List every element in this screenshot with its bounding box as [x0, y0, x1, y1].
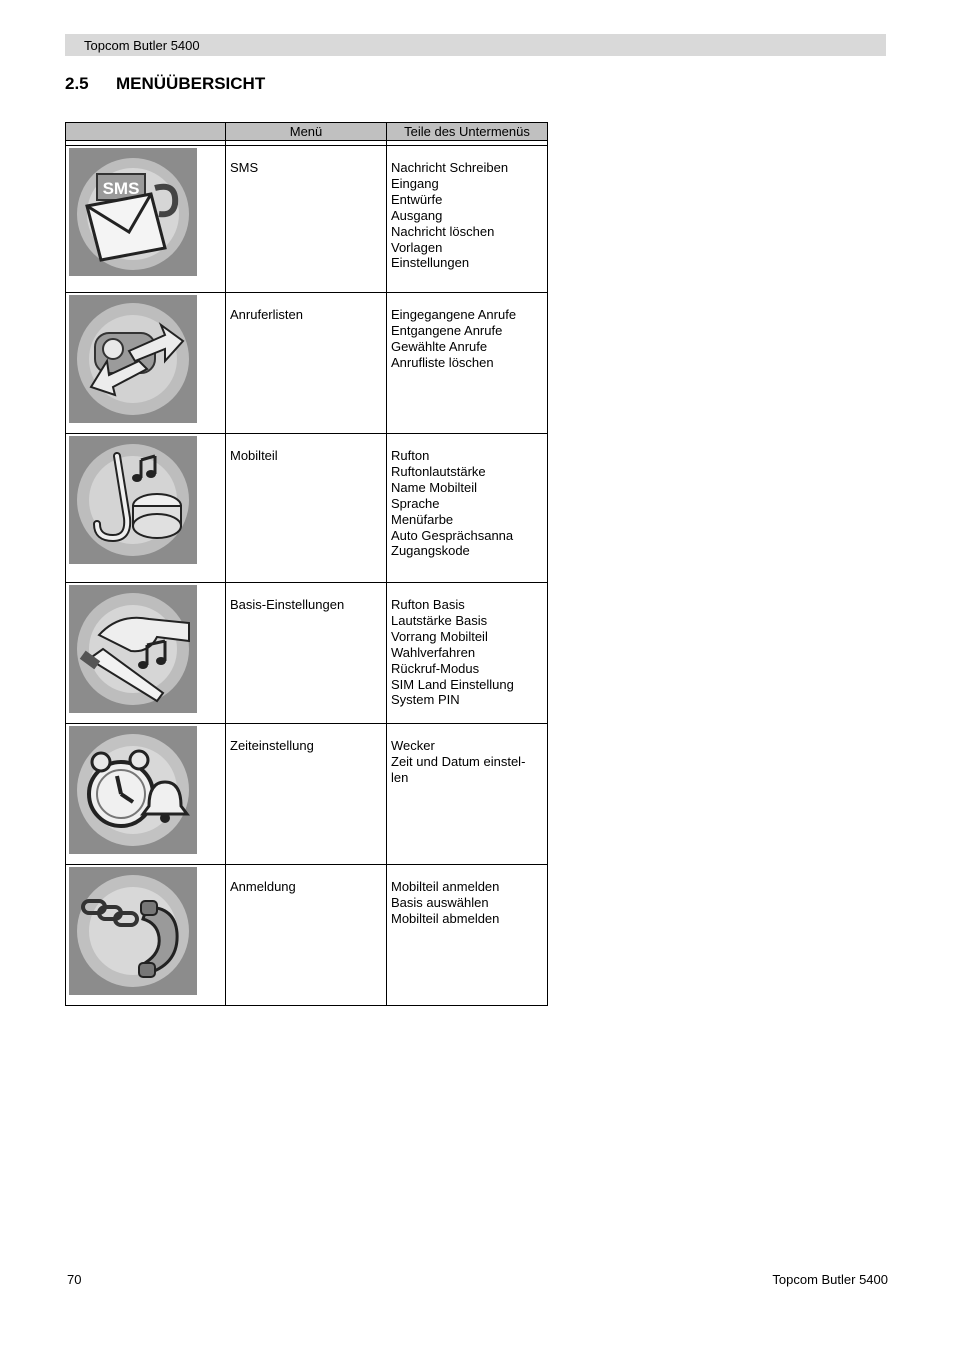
submenu-item: Wahlverfahren	[391, 644, 476, 660]
page-number: 70	[67, 1272, 82, 1287]
submenu-item: Mobilteil anmelden	[391, 879, 500, 894]
submenu-item: Name Mobilteil	[391, 479, 477, 495]
table-row	[66, 293, 548, 434]
menu-name: Zeiteinstellung	[230, 738, 314, 753]
chain-handset-icon	[69, 867, 197, 995]
call-list-arrows-icon	[69, 295, 197, 423]
section-number: 2.5	[65, 74, 89, 93]
submenu-item: Zugangskode	[391, 543, 470, 559]
menu-name: Anmeldung	[230, 879, 296, 894]
menu-name: Anruferlisten	[230, 307, 303, 322]
submenu-list	[387, 865, 547, 927]
submenu-item: Auto Gesprächsanna	[391, 527, 514, 543]
section-heading	[65, 74, 265, 94]
menu-overview-table	[65, 122, 548, 1006]
column-header-submenu: Teile des Untermenüs	[387, 123, 548, 141]
column-header-icon	[66, 123, 226, 141]
submenu-item: Anrufliste löschen	[391, 354, 494, 370]
sms-envelope-icon	[69, 148, 197, 276]
submenu-item: SIM Land Einstellung	[391, 676, 514, 692]
submenu-item: Nachricht löschen	[391, 223, 495, 239]
submenu-item: Menüfarbe	[391, 511, 454, 527]
submenu-item: Gewählte Anrufe	[391, 338, 488, 354]
submenu-item: Eingang	[391, 175, 439, 191]
svg-text:SMS: SMS	[102, 179, 140, 198]
submenu-list	[387, 434, 547, 559]
footer-title: Topcom Butler 5400	[772, 1272, 888, 1287]
submenu-item: Entwürfe	[391, 191, 443, 207]
submenu-item: Mobilteil abmelden	[391, 910, 500, 926]
running-header	[65, 34, 886, 56]
submenu-item: Ruftonlautstärke	[391, 463, 486, 479]
wrench-screwdriver-icon	[69, 585, 197, 713]
submenu-item: Zeit und Datum einstel-	[391, 753, 526, 769]
submenu-list	[387, 724, 547, 786]
header-title: Topcom Butler 5400	[84, 38, 200, 53]
table-row	[66, 865, 548, 1006]
menu-name: Basis-Einstellungen	[230, 597, 345, 612]
saxophone-drum-icon	[69, 436, 197, 564]
submenu-item: Wecker	[391, 738, 435, 753]
submenu-item: Rufton Basis	[391, 597, 465, 612]
table-row	[66, 724, 548, 865]
submenu-item: Sprache	[391, 495, 440, 511]
submenu-list	[387, 146, 547, 271]
table-row	[66, 434, 548, 583]
submenu-item: Rückruf-Modus	[391, 660, 480, 676]
menu-name: SMS	[230, 160, 259, 175]
table-row	[66, 583, 548, 724]
section-title: MENÜÜBERSICHT	[116, 74, 266, 93]
submenu-item: Eingegangene Anrufe	[391, 307, 517, 322]
submenu-item: Entgangene Anrufe	[391, 322, 503, 338]
table-header-row	[66, 123, 548, 141]
submenu-item: Ausgang	[391, 207, 443, 223]
submenu-item: Vorlagen	[391, 239, 443, 255]
alarm-clock-bell-icon	[69, 726, 197, 854]
submenu-item: len	[391, 769, 409, 785]
submenu-list	[387, 293, 547, 371]
submenu-item: Rufton	[391, 448, 430, 463]
column-header-menu: Menü	[226, 123, 387, 141]
table-row	[66, 146, 548, 293]
submenu-list	[387, 583, 547, 708]
submenu-item: System PIN	[391, 692, 460, 708]
menu-name: Mobilteil	[230, 448, 278, 463]
submenu-item: Einstellungen	[391, 255, 470, 271]
submenu-item: Basis auswählen	[391, 894, 489, 910]
submenu-item: Vorrang Mobilteil	[391, 628, 488, 644]
submenu-item: Lautstärke Basis	[391, 612, 488, 628]
submenu-item: Nachricht Schreiben	[391, 160, 509, 175]
